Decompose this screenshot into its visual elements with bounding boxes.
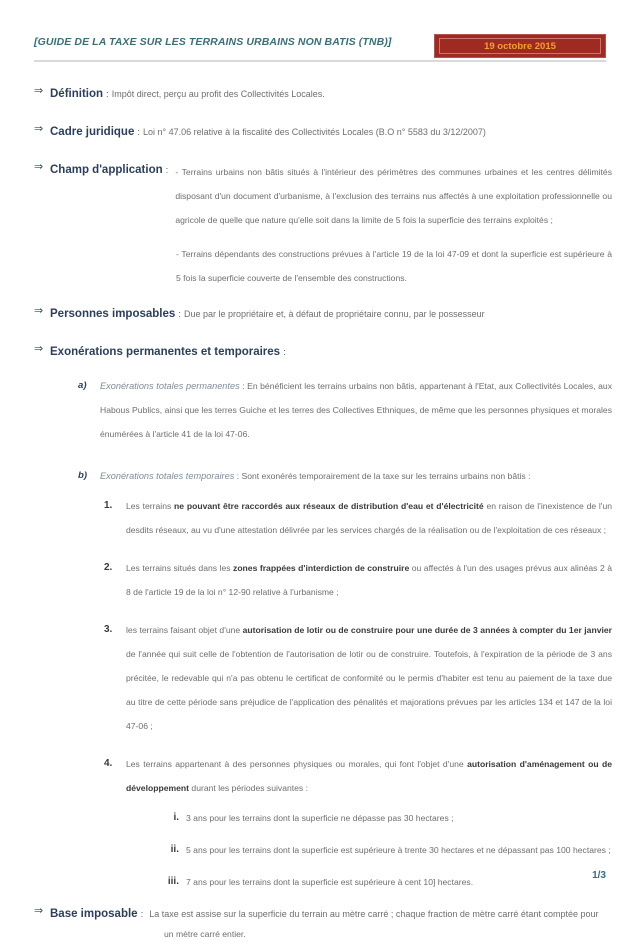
section-cadre-juridique	[34, 122, 612, 140]
personnes-content	[50, 304, 612, 322]
list-item-b-text: Sont exonérés temporairement de la taxe sur les terrains urbains non bâtis :	[241, 471, 531, 481]
numbered-item-4-post: durant les périodes suivantes :	[189, 783, 308, 793]
date-badge	[434, 34, 606, 58]
exoneration-list	[78, 374, 612, 892]
numbered-list	[104, 494, 612, 892]
cadre-text: Loi n° 47.06 relative à la fiscalité des Collectivités Locales (B.O n° 5583 du 3/12/2007)	[143, 127, 486, 137]
numbered-item-1-bold: ne pouvant être raccordés aux réseaux de distribution d'eau et d'électricité	[174, 501, 484, 511]
numbered-item-4-pre: Les terrains appartenant à des personnes physiques ou morales, qui font l'objet d'une	[126, 759, 468, 769]
numbered-item-1-body	[126, 494, 612, 542]
numbered-item-3	[104, 618, 612, 738]
roman-marker-i: i.	[173, 812, 179, 823]
numbered-item-3-pre: les terrains faisant objet d'une	[126, 625, 243, 635]
list-item-a-body	[100, 374, 612, 446]
numbered-item-4	[104, 752, 612, 800]
numbered-marker-3: 3.	[104, 624, 113, 635]
base-label-group	[50, 904, 146, 922]
champ-colon: :	[165, 165, 169, 176]
numbered-item-2-pre: Les terrains situés dans les	[126, 563, 234, 573]
base-colon: :	[140, 909, 144, 920]
list-item-a-title: Exonérations totales permanentes	[100, 381, 240, 391]
roman-list	[162, 808, 612, 892]
arrow-icon: ⇒	[34, 161, 44, 173]
list-item-a	[78, 374, 612, 446]
definition-label: Définition	[50, 88, 104, 100]
numbered-item-1	[104, 494, 612, 542]
header-title-text: GUIDE DE LA TAXE SUR LES TERRAINS URBAINS NON BATIS (TNB)	[37, 36, 388, 48]
numbered-item-4-body	[126, 752, 612, 800]
base-line-2: un mètre carré entier.	[164, 929, 246, 939]
section-base-imposable	[34, 904, 612, 922]
cadre-label: Cadre juridique	[50, 126, 135, 138]
header-bracket-close: ]	[387, 36, 392, 48]
numbered-marker-2: 2.	[104, 562, 113, 573]
definition-content	[50, 84, 612, 102]
base-label: Base imposable	[50, 908, 138, 920]
roman-item-iii-text: 7 ans pour les terrains dont la superficie est supérieure à cent 10] hectares.	[186, 877, 474, 887]
champ-paragraph-2-text: Terrains dépendants des constructions prévues à l'article 19 de la loi 47-09 et dont la superficie est supérieure à 5 fois la superficie couverte de l'ensemble des constructions.	[176, 249, 613, 283]
base-line-1: La taxe est assise sur la superficie du terrain au mètre carré ; chaque fraction de mètre carré étant comptée pour	[149, 909, 599, 919]
arrow-icon: ⇒	[34, 343, 44, 355]
date-badge-inner	[439, 38, 601, 54]
date-badge-text: 19 octobre 2015	[484, 40, 556, 52]
cadre-content	[50, 122, 612, 140]
champ-bullet-2: -	[176, 249, 179, 259]
document-header	[34, 36, 606, 62]
list-item-b	[78, 464, 612, 488]
document-body	[34, 84, 612, 946]
section-definition	[34, 84, 612, 102]
roman-marker-ii: ii.	[170, 844, 179, 855]
numbered-item-3-post: de l'année qui suit celle de l'obtention de l'autorisation de lotir ou de construire. Toutefois, à l'expiration de la période de 3 ans précitée, le redevable qui n'a pas obtenu le certificat de conformité ou le permis d'habiter est tenu au paiement de la taxe due au titre de cette période sans préjudice de l'application des pénalités et majorations prévues par les articles 134 et 147 de la loi 47-06 ;	[126, 649, 612, 731]
list-item-b-title: Exonérations totales temporaires	[100, 471, 235, 481]
header-bracket-open: [	[34, 36, 38, 48]
roman-item-i	[162, 808, 612, 828]
exonerations-label: Exonérations permanentes et temporaires	[50, 346, 281, 358]
numbered-item-2-body	[126, 556, 612, 604]
list-marker-b: b)	[78, 470, 88, 481]
personnes-colon: :	[178, 309, 181, 320]
numbered-item-4-bold: autorisation d'aménagement ou de développement	[126, 759, 612, 793]
header-title	[34, 36, 391, 48]
cadre-colon: :	[137, 127, 141, 138]
roman-item-i-text: 3 ans pour les terrains dont la superficie ne dépasse pas 30 hectares ;	[186, 813, 454, 823]
arrow-icon: ⇒	[34, 305, 44, 317]
numbered-item-2	[104, 556, 612, 604]
exonerations-content	[50, 342, 612, 360]
section-exonerations	[34, 342, 612, 360]
champ-bullet: -	[175, 167, 179, 177]
numbered-marker-4: 4.	[104, 758, 113, 769]
list-marker-a: a)	[78, 380, 87, 391]
roman-item-ii-text: 5 ans pour les terrains dont la superficie est supérieure à trente 30 hectares et ne dépassant pas 100 hectares ;	[186, 845, 611, 855]
numbered-item-2-bold: zones frappées d'interdiction de construire	[233, 563, 410, 573]
definition-colon: :	[106, 89, 109, 100]
champ-paragraph-1	[175, 160, 612, 232]
list-item-a-text: En bénéficient les terrains urbains non bâtis, appartenant à l'Etat, aux Collectivités Locales, aux Habous Publics, ainsi que les terres Guiche et les terres des Collectives Ethniques, de même que les personnes physiques et morales énumérées à l'article 41 de la loi 47-06.	[100, 381, 612, 439]
definition-text: Impôt direct, perçu au profit des Collectivités Locales.	[111, 89, 325, 99]
numbered-item-3-bold: autorisation de lotir ou de construire pour une durée de 3 années à compter du 1er janvier	[242, 625, 612, 635]
section-champ-application	[34, 160, 612, 232]
personnes-label: Personnes imposables	[50, 308, 176, 320]
numbered-item-1-post: en raison de l'inexistence de l'un desdits réseaux, au vu d'une attestation délivrée par les services chargés de la réalisation ou de l'exploitation de ces réseaux ;	[126, 501, 613, 535]
champ-label: Champ d'application	[50, 164, 163, 176]
arrow-icon: ⇒	[34, 85, 44, 97]
section-personnes-imposables	[34, 304, 612, 322]
numbered-marker-1: 1.	[104, 500, 113, 511]
champ-paragraph-1-wrap	[171, 160, 612, 232]
numbered-item-1-pre: Les terrains	[126, 501, 175, 511]
roman-marker-iii: iii.	[167, 876, 179, 887]
list-item-b-body	[100, 464, 612, 488]
roman-item-iii	[162, 872, 612, 892]
page-number: 1/3	[592, 870, 606, 881]
numbered-item-2-post: ou affectés à l'un des usages prévus aux alinéas 2 à 8 de l'article 19 de la loi n° 12-90 relative à l'urbanisme ;	[126, 563, 612, 597]
list-item-a-colon: :	[239, 381, 248, 391]
numbered-item-3-body	[126, 618, 612, 738]
champ-paragraph-1-text: Terrains urbains non bâtis situés à l'intérieur des périmètres des communes urbaines et les centres délimités disposant d'un document d'urbanisme, à l'exclusion des terrains nus affectés à une exploitation professionnelle ou agricole de quelle que nature qu'elle soit dans la limite de 5 fois la superficie des terrains exploités ;	[175, 167, 612, 225]
exonerations-colon: :	[283, 347, 286, 358]
personnes-text: Due par le propriétaire et, à défaut de propriétaire connu, par le possesseur	[183, 309, 485, 319]
champ-label-group	[50, 160, 171, 178]
list-item-b-colon: :	[234, 471, 242, 481]
arrow-icon: ⇒	[34, 123, 44, 135]
arrow-icon: ⇒	[34, 905, 44, 917]
champ-paragraph-2	[176, 242, 612, 290]
roman-item-ii	[162, 840, 612, 860]
header-divider	[34, 60, 606, 62]
base-line-1-wrap	[146, 904, 612, 922]
champ-paragraph-2-wrap	[176, 242, 612, 290]
